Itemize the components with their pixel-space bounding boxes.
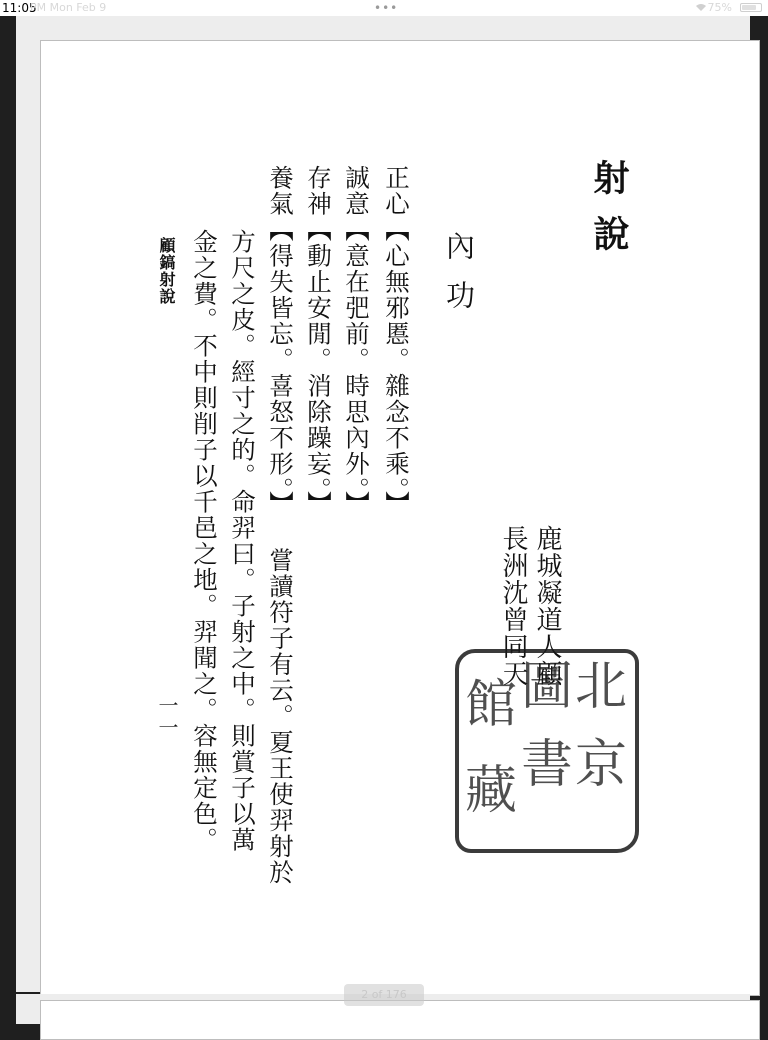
battery-percent: 75% [707,1,732,14]
next-page-sheet[interactable] [40,1000,760,1040]
stamp-character: 北 [575,657,628,717]
battery-icon [740,3,762,12]
battery-level-fill [742,5,756,10]
document-page[interactable] [40,40,760,996]
status-date: PM Mon Feb 9 [30,1,107,14]
margin-book-title: 顧鎬射說 [157,237,176,305]
page-indicator: 2 of 176 [344,984,424,1006]
text-column: 正心【心無邪慝。雜念不乘。】 [382,165,411,517]
page-number: 一一 [155,695,179,739]
wifi-icon [696,3,706,11]
multitasking-dots-icon[interactable]: ••• [374,1,399,15]
author-line: 鹿城凝道人顧 [532,525,562,687]
section-heading: 內功 [442,231,476,329]
text-column: 養氣【得失皆忘。喜怒不形。】 嘗讀符子有云。夏王使羿射於 [266,165,295,886]
document-title: 射說 [588,159,630,271]
status-bar [0,0,768,16]
text-column: 方尺之皮。經寸之的。命羿曰。子射之中。則賞子以萬 [228,229,257,853]
library-seal-stamp [455,649,639,853]
stamp-character: 館 [465,675,518,735]
stamp-character: 圖 [521,657,574,717]
text-column: 誠意【意在弝前。時思內外。】 [342,165,371,517]
page-viewer[interactable] [16,16,750,992]
text-column: 金之費。不中則削子以千邑之地。羿聞之。容無定色。 [190,229,219,853]
author-line: 長洲沈曾同天 [498,525,528,687]
stamp-character: 京 [575,735,628,795]
text-column: 存神【動止安閒。消除躁妄。】 [304,165,333,517]
status-time: 11:05 [2,1,37,15]
stamp-character: 藏 [465,761,518,821]
stamp-character: 書 [521,735,574,795]
